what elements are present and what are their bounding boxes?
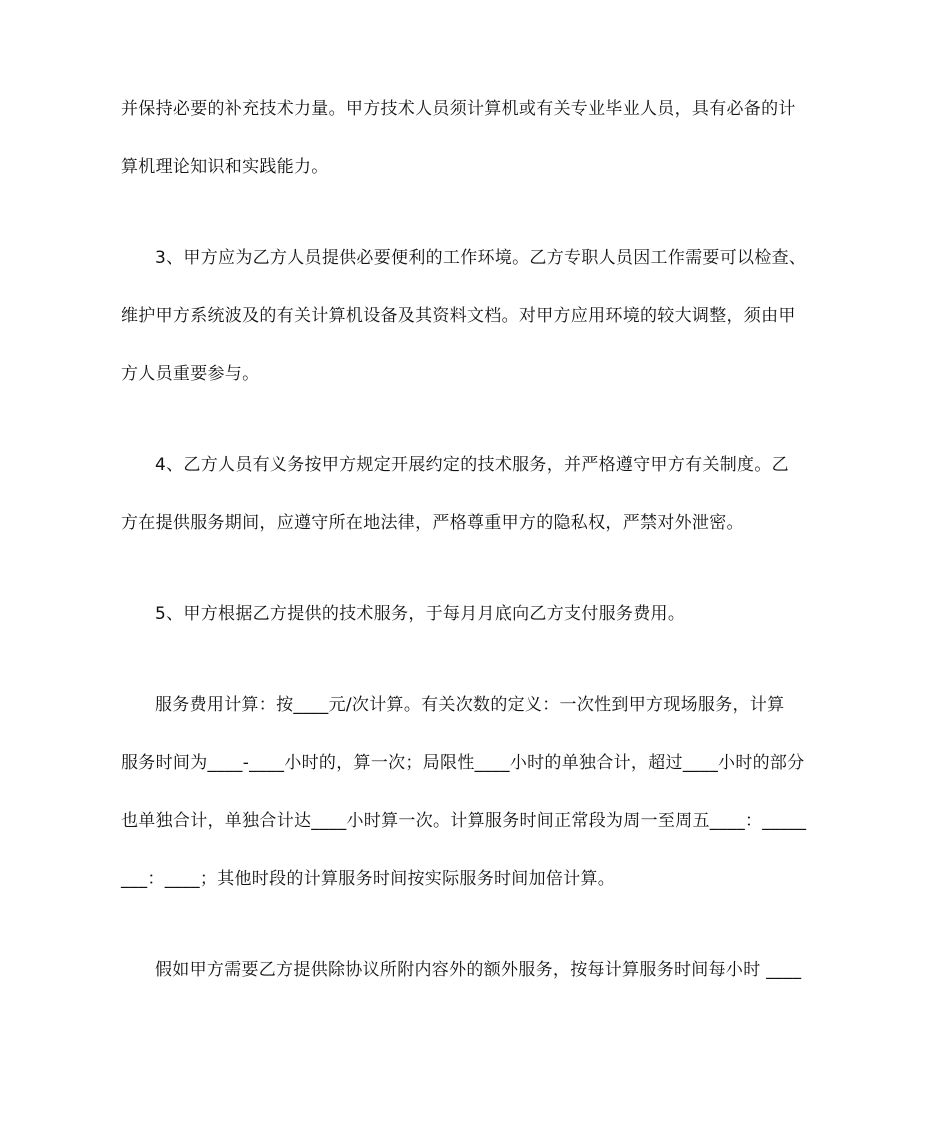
paragraph-line: 3、甲方应为乙方人员提供必要便利的工作环境。乙方专职人员因工作需要可以检查、 <box>155 248 807 268</box>
paragraph-line: 4、乙方人员有义务按甲方规定开展约定的技术服务，并严格遵守甲方有关制度。乙 <box>155 455 789 475</box>
paragraph-line: 方在提供服务期间，应遵守所在地法律，严格尊重甲方的隐私权，严禁对外泄密。 <box>121 513 744 533</box>
paragraph-line: 方人员重要参与。 <box>121 364 260 384</box>
paragraph-line: 维护甲方系统波及的有关计算机设备及其资料文档。对甲方应用环境的较大调整，须由甲 <box>121 306 796 326</box>
paragraph-line: 服务费用计算：按____元/次计算。有关次数的定义：一次性到甲方现场服务，计算 <box>155 695 785 715</box>
paragraph-line: 5、甲方根据乙方提供的技术服务，于每月月底向乙方支付服务费用。 <box>155 604 686 624</box>
paragraph-line: ___：____；其他时段的计算服务时间按实际服务时间加倍计算。 <box>121 869 616 889</box>
paragraph-line: 也单独合计，单独合计达____小时算一次。计算服务时间正常段为周一至周五____：_____ <box>121 811 807 831</box>
paragraph-line: 服务时间为____-____小时的，算一次；局限性____小时的单独合计，超过____小时的部分 <box>121 753 805 773</box>
paragraph-line: 并保持必要的补充技术力量。甲方技术人员须计算机或有关专业毕业人员，具有必备的计 <box>121 99 796 119</box>
paragraph-line: 算机理论知识和实践能力。 <box>121 157 329 177</box>
paragraph-line: 假如甲方需要乙方提供除协议所附内容外的额外服务，按每计算服务时间每小时 ____ <box>155 960 802 980</box>
